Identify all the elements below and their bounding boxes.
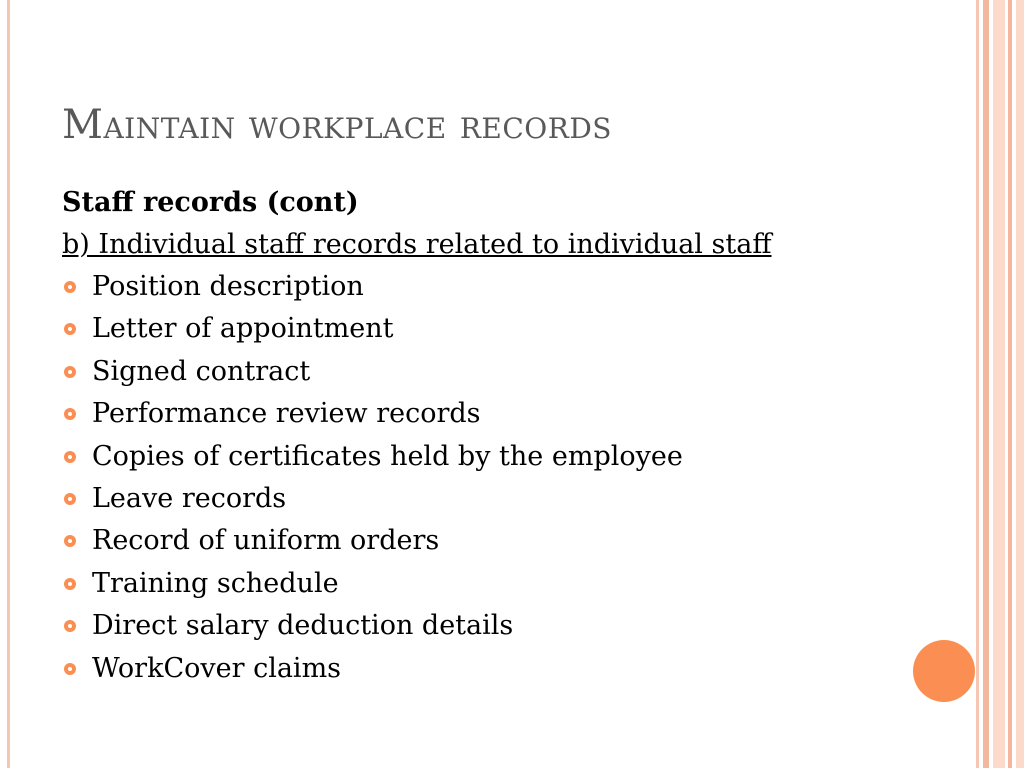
right-decor-stripe xyxy=(1016,0,1024,768)
subsection-heading: b) Individual staff records related to individual staff xyxy=(62,229,772,260)
bullet-item xyxy=(62,266,942,308)
bullet-text: Record of uniform orders xyxy=(92,525,440,557)
bullet-item xyxy=(62,351,942,393)
bullet-icon xyxy=(64,493,76,505)
bullet-text: Copies of certificates held by the employee xyxy=(92,440,683,472)
bullet-icon xyxy=(64,663,76,675)
bullet-item xyxy=(62,648,942,690)
bullet-icon xyxy=(64,578,76,590)
bullet-icon xyxy=(64,366,76,378)
bullet-icon xyxy=(64,620,76,632)
bullet-text: Leave records xyxy=(92,482,287,514)
bullet-text: Direct salary deduction details xyxy=(92,610,514,642)
bullet-list xyxy=(62,266,942,690)
slide-title: Maintain workplace records xyxy=(62,102,612,148)
bullet-item xyxy=(62,605,942,647)
bullet-item xyxy=(62,478,942,520)
bullet-text: Position description xyxy=(92,271,364,302)
bullet-text: Letter of appointment xyxy=(92,313,394,345)
bullet-item xyxy=(62,436,942,478)
bullet-text: Performance review records xyxy=(92,398,481,430)
bullet-icon xyxy=(64,451,76,463)
subheading: Staff records (cont) xyxy=(62,187,359,218)
right-decor-stripe xyxy=(993,0,1005,768)
bullet-icon xyxy=(64,323,76,335)
left-accent-line xyxy=(7,0,10,768)
right-decor-stripe xyxy=(983,0,989,768)
slide-content xyxy=(62,182,942,690)
bullet-text: Training schedule xyxy=(92,567,339,599)
bullet-icon xyxy=(64,281,76,293)
bullet-item xyxy=(62,393,942,435)
right-decor-stripe xyxy=(976,0,979,768)
bullet-icon xyxy=(64,535,76,547)
bullet-text: WorkCover claims xyxy=(92,652,342,684)
bullet-item xyxy=(62,308,942,350)
bullet-item xyxy=(62,563,942,605)
bullet-icon xyxy=(64,408,76,420)
right-decor-stripe xyxy=(1008,0,1012,768)
bullet-text: Signed contract xyxy=(92,355,311,387)
bullet-item xyxy=(62,520,942,562)
